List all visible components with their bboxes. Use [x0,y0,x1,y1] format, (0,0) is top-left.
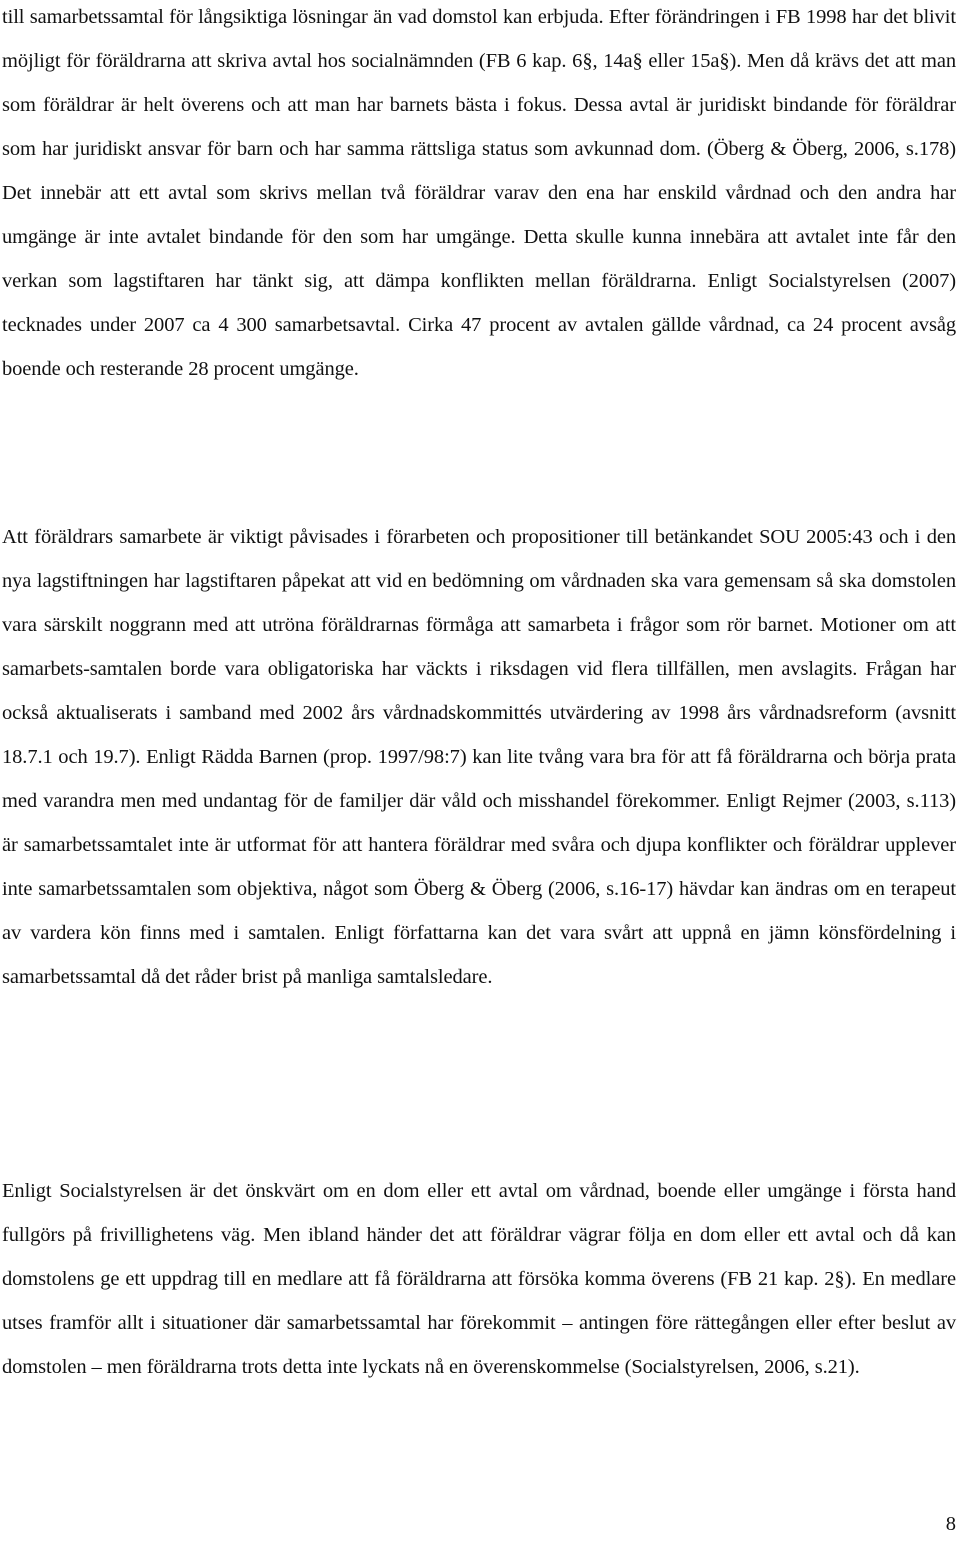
paragraph-1: till samarbetssamtal för långsiktiga lösningar än vad domstol kan erbjuda. Efter förändringen i FB 1998 har det blivit möjligt för föräldrarna att skriva avtal hos socialnämnden (FB 6 kap. 6§, 14a§ eller 15a§). Men då krävs det att man som föräldrar är helt överens och att man har barnets bästa i fokus. Dessa avtal är juridiskt bindande för föräldrar som har juridiskt ansvar för barn och har samma rättsliga status som avkunnad dom. (Öberg & Öberg, 2006, s.178) Det innebär att ett avtal som skrivs mellan två föräldrar varav den ena har enskild vårdnad och den andra har umgänge är inte avtalet bindande för den som har umgänge. Detta skulle kunna innebära att avtalet inte får den verkan som lagstiftaren har tänkt sig, att dämpa konflikten mellan föräldrarna. Enligt Socialstyrelsen (2007) tecknades under 2007 ca 4 300 samarbetsavtal. Cirka 47 procent av avtalen gällde vårdnad, ca 24 procent avsåg boende och resterande 28 procent umgänge. [2,6,956,380]
paragraph-3: Enligt Socialstyrelsen är det önskvärt om en dom eller ett avtal om vårdnad, boende eller umgänge i första hand fullgörs på frivillighetens väg. Men ibland händer det att föräldrar vägrar följa en dom eller ett avtal och då kan domstolens ge ett uppdrag till en medlare att få föräldrarna att försöka komma överens (FB 21 kap. 2§). En medlare utses framför allt i situationer där samarbetssamtal har förekommit – antingen före rättegången eller efter beslut av domstolen – men föräldrarna trots detta inte lyckats nå en överenskommelse (Socialstyrelsen, 2006, s.21). [2,1180,956,1378]
paragraph-2: Att föräldrars samarbete är viktigt påvisades i förarbeten och propositioner till betänkandet SOU 2005:43 och i den nya lagstiftningen har lagstiftaren påpekat att vid en bedömning om vårdnaden ska vara gemensam så ska domstolen vara särskilt noggrann med att utröna föräldrarnas förmåga att samarbeta i frågor som rör barnet. Motioner om att samarbets-samtalen borde vara obligatoriska har väckts i riksdagen vid flera tillfällen, men avslagits. Frågan har också aktualiserats i samband med 2002 års vårdnadskommittés utvärdering av 1998 års vårdnadsreform (avsnitt 18.7.1 och 19.7). Enligt Rädda Barnen (prop. 1997/98:7) kan lite tvång vara bra för att få föräldrarna och börja prata med varandra men med undantag för de familjer där våld och misshandel förekommer. Enligt Rejmer (2003, s.113) är samarbetssamtalet inte är utformat för att hantera föräldrar med svåra och djupa konflikter och föräldrar upplever inte samarbetssamtalen som objektiva, något som Öberg & Öberg (2006, s.16-17) hävdar kan ändras om en terapeut av vardera kön finns med i samtalen. Enligt författarna kan det vara svårt att uppnå en jämn könsfördelning i samarbetssamtal då det råder brist på manliga samtalsledare. [2,526,956,988]
page-number: 8 [945,1513,956,1535]
